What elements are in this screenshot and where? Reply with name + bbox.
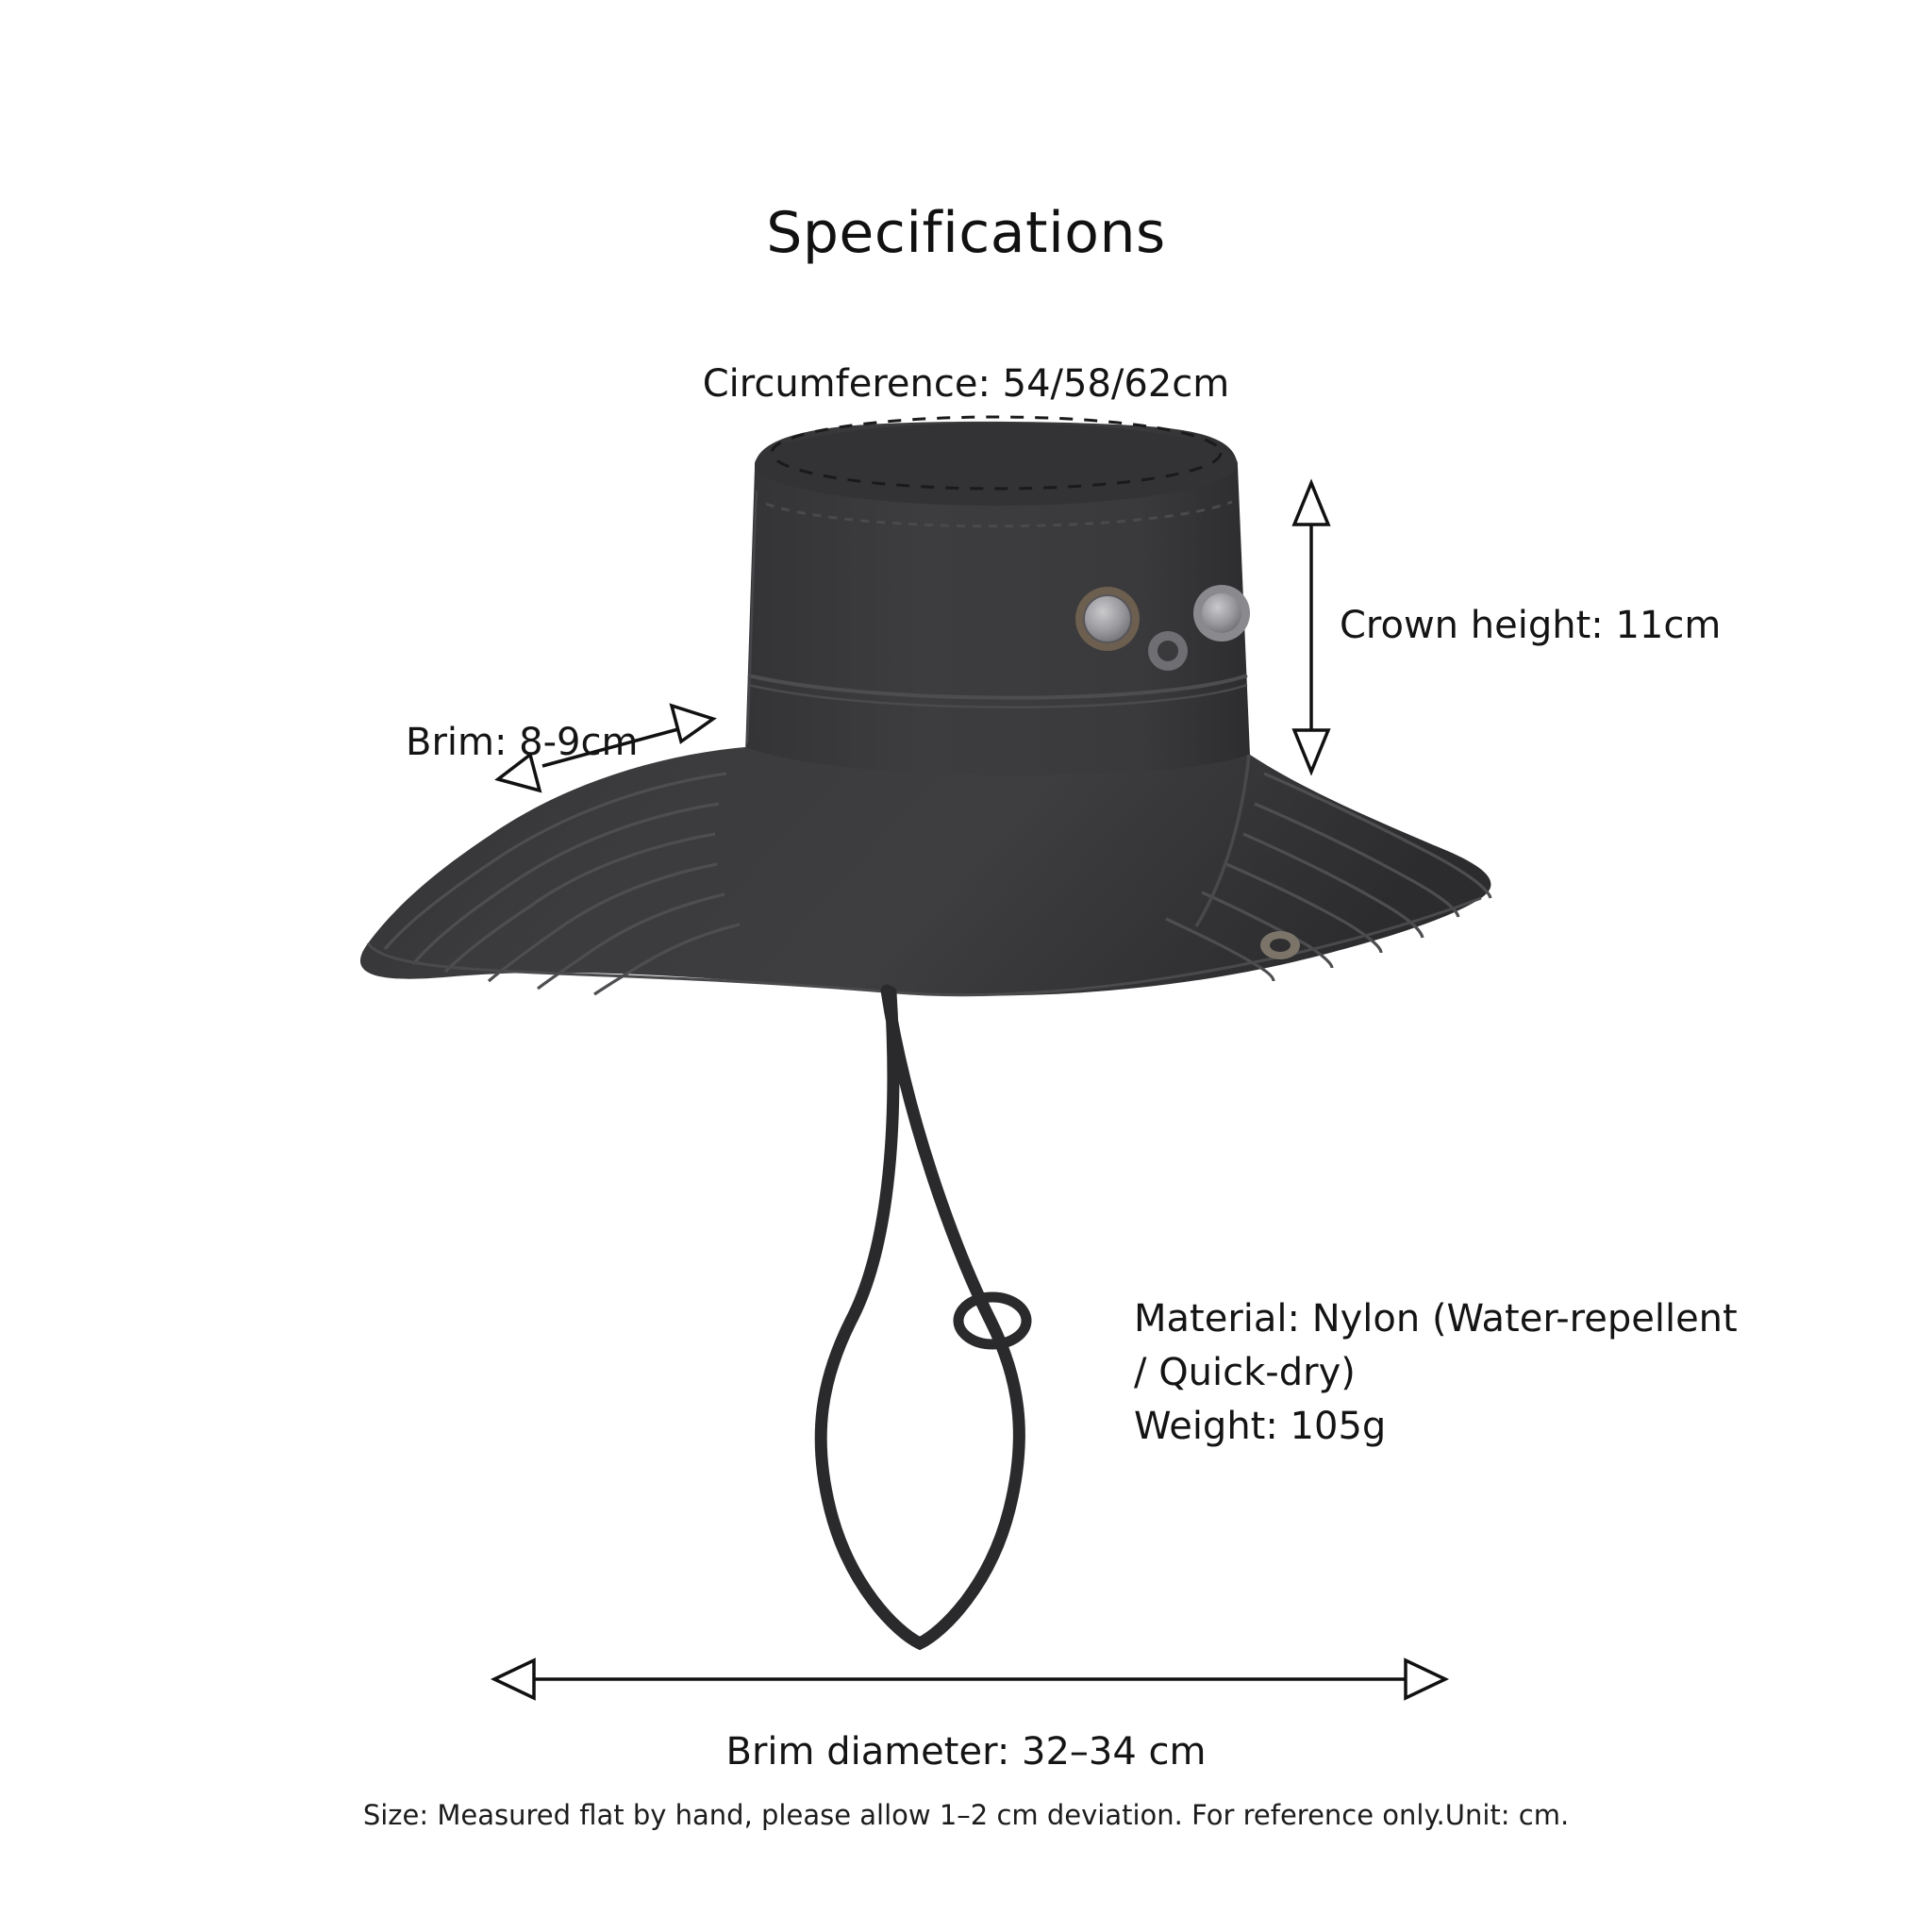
brim-diameter-dimension [494,1660,1445,1698]
vent-eyelet-right [1193,585,1250,641]
crown-height-label: Crown height: 11cm [1340,604,1722,647]
brim-diameter-label: Brim diameter: 32–34 cm [725,1730,1207,1774]
crown-height-dimension [1294,483,1328,772]
size-note: Size: Measured flat by hand, please allow 1–2 cm deviation. For reference only.Unit: cm. [362,1799,1570,1831]
brim-width-label: Brim: 8-9cm [406,721,639,764]
weight-line: Weight: 105g [1134,1404,1387,1448]
material-label [1134,1292,1757,1453]
page-title: Specifications [766,200,1166,266]
vent-eyelet-small [1148,631,1188,671]
circumference-label: Circumference: 54/58/62cm [702,362,1230,406]
hat-body [360,422,1491,1643]
material-line-1: Material: Nylon (Water-repellent [1134,1297,1738,1341]
chin-cord [821,991,1019,1643]
brim-grommet [1260,931,1300,959]
vent-eyelet-left [1075,587,1140,651]
crown-top [755,423,1238,506]
material-line-2: / Quick-dry) [1134,1350,1356,1394]
